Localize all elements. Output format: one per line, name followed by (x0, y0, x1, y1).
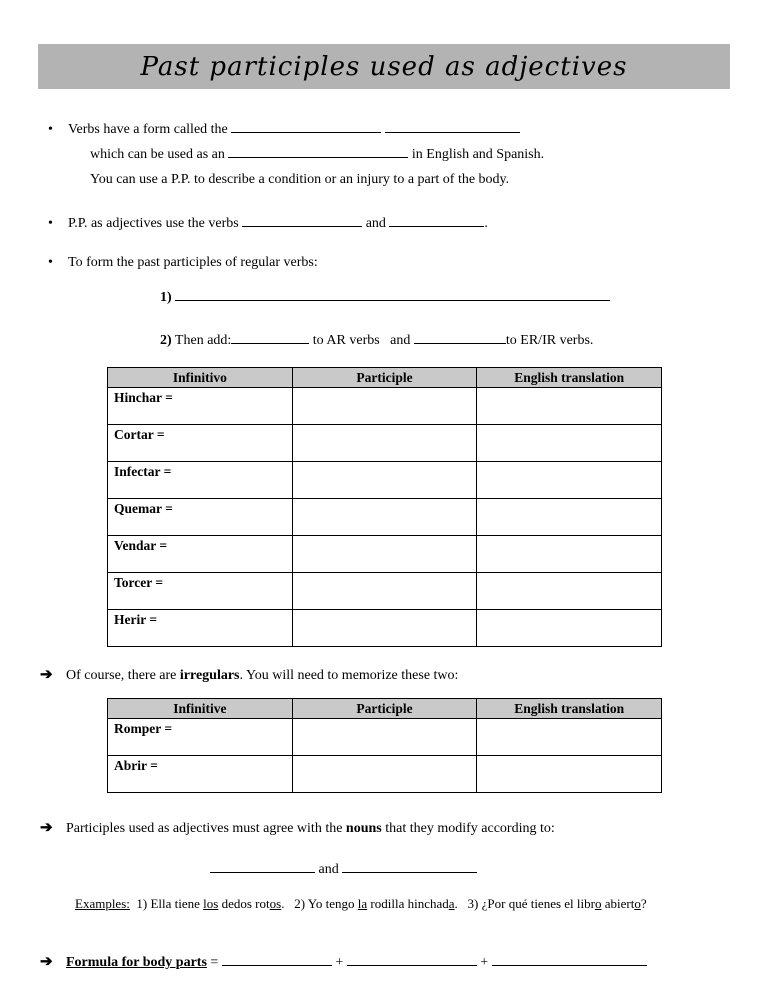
column-header: Participle (292, 699, 477, 719)
column-header: Participle (292, 368, 477, 388)
text-segment: . 3) ¿Por qué tienes el libr (454, 896, 595, 911)
verb-cell: Quemar = (108, 499, 293, 536)
text-segment: P.P. as adjectives use the verbs (68, 216, 239, 231)
bullet-icon: • (48, 216, 53, 231)
table-row (108, 719, 662, 756)
text-segment: 1) Ella tiene (129, 896, 204, 911)
title-banner (38, 44, 730, 89)
line-step2 (160, 330, 768, 351)
text-segment-bold: nouns (345, 821, 382, 836)
blank-line (385, 119, 520, 133)
text-segment: to ER/IR verbs. (505, 333, 594, 348)
text-segment: rodilla hinchad (367, 896, 449, 911)
text-segment-underline: los (203, 896, 219, 911)
table-row (108, 499, 662, 536)
blank-line (175, 287, 610, 301)
line-agreement-blanks (210, 859, 768, 880)
line-step1 (160, 287, 768, 308)
table-row (108, 388, 662, 425)
table-row (108, 462, 662, 499)
text-segment: You can use a P.P. to describe a condition or an injury to a part of the body. (90, 172, 510, 187)
empty-cell (292, 536, 477, 573)
empty-cell (292, 425, 477, 462)
blank-line (414, 330, 506, 344)
text-segment: dedos rot (218, 896, 270, 911)
line-irregulars (0, 665, 768, 686)
text-segment: . (484, 216, 488, 231)
empty-cell (292, 610, 477, 647)
line-form-pp (0, 252, 768, 273)
table-row (108, 610, 662, 647)
blank-line (228, 144, 408, 158)
verb-cell: Abrir = (108, 756, 293, 793)
column-header: Infinitivo (108, 368, 293, 388)
column-header: Infinitive (108, 699, 293, 719)
text-segment-underline: o (594, 896, 602, 911)
text-segment: Of course, there are (66, 668, 180, 683)
text-segment: that they modify according to: (381, 821, 555, 836)
table-row (108, 573, 662, 610)
line-pp-describe (90, 169, 768, 190)
text-segment: Participles used as adjectives must agree with the (66, 821, 346, 836)
empty-cell (292, 719, 477, 756)
infinitivo-table (107, 367, 662, 647)
text-segment: + (480, 955, 489, 970)
blank-line (222, 952, 332, 966)
blank-line (492, 952, 647, 966)
column-header: English translation (477, 699, 662, 719)
column-header: English translation (477, 368, 662, 388)
empty-cell (292, 499, 477, 536)
text-segment: . 2) Yo tengo (281, 896, 358, 911)
verb-cell: Hinchar = (108, 388, 293, 425)
text-segment: ? (640, 896, 647, 911)
arrow-icon: ➔ (40, 667, 53, 683)
empty-cell (477, 573, 662, 610)
blank-line (242, 213, 362, 227)
empty-cell (477, 499, 662, 536)
empty-cell (292, 388, 477, 425)
blank-line (347, 952, 477, 966)
blank-line (231, 119, 381, 133)
empty-cell (477, 425, 662, 462)
blank-line (342, 859, 477, 873)
empty-cell (292, 573, 477, 610)
examples-label: Examples: (75, 896, 130, 911)
line-verbs-form (0, 119, 768, 140)
verb-cell: Cortar = (108, 425, 293, 462)
empty-cell (477, 610, 662, 647)
table-header-row (108, 368, 662, 388)
text-segment: abiert (601, 896, 635, 911)
table-header-row (108, 699, 662, 719)
empty-cell (292, 756, 477, 793)
formula-label: Formula for body parts (66, 955, 207, 970)
line-used-as (90, 144, 768, 165)
verb-cell: Torcer = (108, 573, 293, 610)
empty-cell (477, 719, 662, 756)
empty-cell (292, 462, 477, 499)
verb-cell: Infectar = (108, 462, 293, 499)
table-row (108, 425, 662, 462)
arrow-icon: ➔ (40, 820, 53, 836)
empty-cell (477, 536, 662, 573)
table-row (108, 536, 662, 573)
text-segment: + (335, 955, 344, 970)
blank-line (231, 330, 309, 344)
text-segment: which can be used as an (90, 147, 225, 162)
verb-cell: Vendar = (108, 536, 293, 573)
table-row (108, 756, 662, 793)
page-title: Past participles used as adjectives (140, 51, 628, 82)
irregulars-table (107, 698, 662, 793)
step-number: 2) (160, 333, 172, 348)
text-segment: Then add: (174, 333, 232, 348)
step-number: 1) (160, 290, 172, 305)
text-segment: Verbs have a form called the (68, 122, 228, 137)
text-segment: in English and Spanish. (411, 147, 545, 162)
line-pp-verbs (0, 213, 768, 234)
text-segment-underline: o (634, 896, 641, 911)
empty-cell (477, 756, 662, 793)
blank-line (389, 213, 484, 227)
text-segment: To form the past participles of regular verbs: (68, 255, 318, 270)
text-segment-underline: os (269, 896, 282, 911)
verb-cell: Romper = (108, 719, 293, 756)
line-formula (0, 952, 768, 973)
line-agreement (0, 818, 768, 839)
bullet-icon: • (48, 122, 53, 137)
text-segment-bold: irregulars (179, 668, 240, 683)
bullet-icon: • (48, 255, 53, 270)
text-segment-underline: la (357, 896, 368, 911)
text-segment: . You will need to memorize these two: (239, 668, 459, 683)
text-segment-underline: a (448, 896, 455, 911)
text-segment: and (365, 216, 386, 231)
blank-line (210, 859, 315, 873)
empty-cell (477, 388, 662, 425)
text-segment: = (210, 955, 219, 970)
examples-line (75, 896, 768, 912)
empty-cell (477, 462, 662, 499)
text-segment: and (318, 862, 339, 877)
arrow-icon: ➔ (40, 954, 53, 970)
verb-cell: Herir = (108, 610, 293, 647)
text-segment: to AR verbs and (312, 333, 411, 348)
